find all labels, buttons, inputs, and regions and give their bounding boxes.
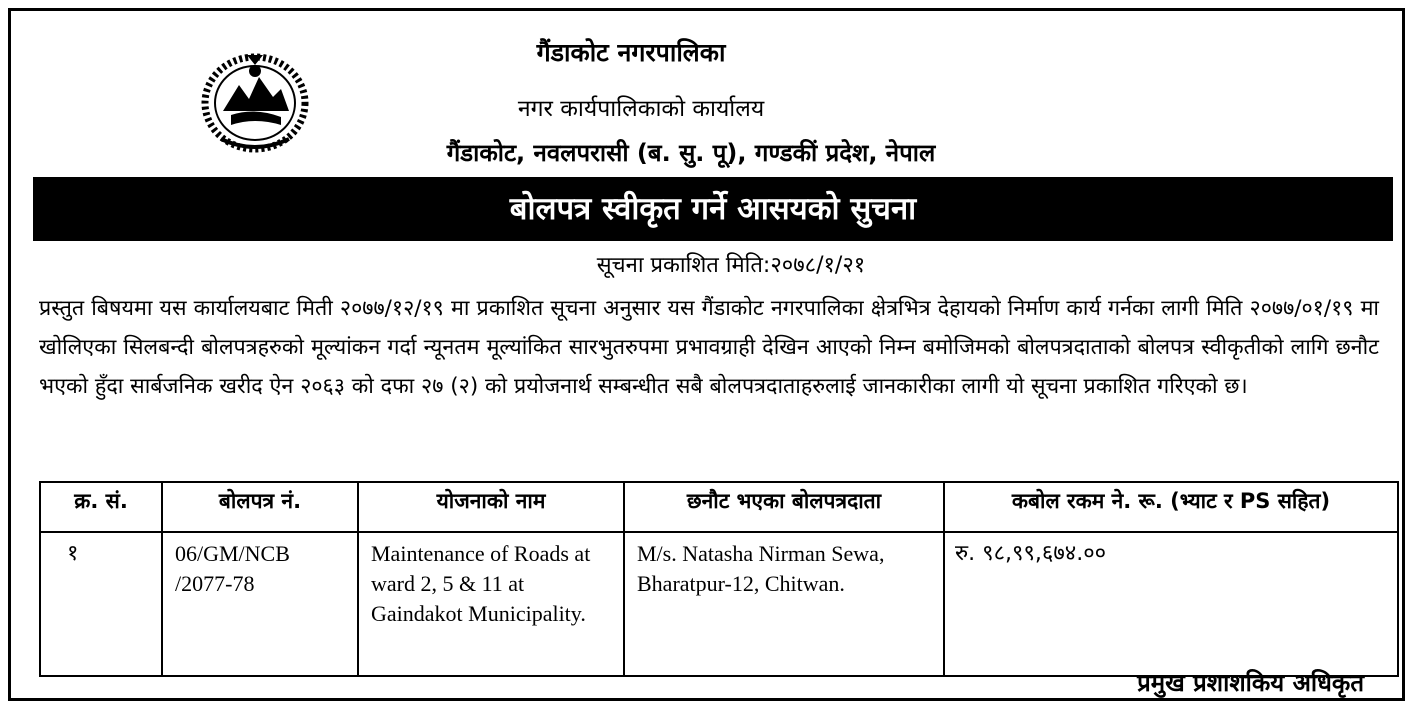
col-header-bid-no: बोलपत्र नं.	[162, 482, 358, 532]
office-subtitle: नगर कार्यपालिकाको कार्यालय	[517, 96, 765, 122]
cell-project: Maintenance of Roads at ward 2, 5 & 11 at Gaindakot Municipality.	[358, 532, 624, 676]
office-address: गैंडाकोट, नवलपरासी (ब. सु. पू), गण्डकीं प्रदेश, नेपाल	[446, 139, 936, 167]
nepal-government-emblem-icon	[201, 51, 309, 153]
col-header-project: योजनाको नाम	[358, 482, 624, 532]
cell-bidder: M/s. Natasha Nirman Sewa, Bharatpur-12, Chitwan.	[624, 532, 944, 676]
signatory-title: प्रमुख प्रशाशकिय अधिकृत	[1137, 669, 1364, 697]
bid-table	[39, 481, 1399, 677]
col-header-amount: कबोल रकम ने. रू. (भ्याट र PS सहित)	[944, 482, 1398, 532]
notice-title-banner	[33, 177, 1393, 241]
cell-bid-no: 06/GM/NCB /2077-78	[162, 532, 358, 676]
col-header-sn: क्र. सं.	[40, 482, 162, 532]
notice-title: बोलपत्र स्वीकृत गर्ने आसयको सुचना	[509, 191, 917, 227]
col-header-bidder: छनौट भएका बोलपत्रदाता	[624, 482, 944, 532]
table-header-row	[40, 482, 1398, 532]
table-row	[40, 532, 1398, 676]
notice-frame	[8, 8, 1405, 701]
cell-sn: १	[40, 532, 162, 676]
office-name: गैंडाकोट नगरपालिका	[536, 38, 726, 67]
publication-date: सूचना प्रकाशित मिति:२०७८/१/२१	[596, 253, 866, 278]
cell-amount: रु. ९८,९९,६७४.००	[944, 532, 1398, 676]
notice-body: प्रस्तुत बिषयमा यस कार्यालयबाट मिती २०७७/१२/१९ मा प्रकाशित सूचना अनुसार यस गैंडाकोट नगरपालिका क्षेत्रभित्र देहायको निर्माण कार्य गर्नका लागी मिति २०७७/०१/१९ मा खोलिएका सिलबन्दी बोलपत्रहरुको मूल्यांकन गर्दा न्यूनतम मूल्यांकित सारभुतरुपमा प्रभावग्राही देखिन आएको निम्न बमोजिमको बोलपत्रदाताको बोलपत्र स्वीकृतीको लागि छनौट भएको हुँदा सार्बजनिक खरीद ऐन २०६३ को दफा २७ (२) को प्रयोजनार्थ सम्बन्धीत सबै बोलपत्रदाताहरुलाई जानकारीका लागी यो सूचना प्रकाशित गरिएको छ।	[39, 296, 1379, 399]
